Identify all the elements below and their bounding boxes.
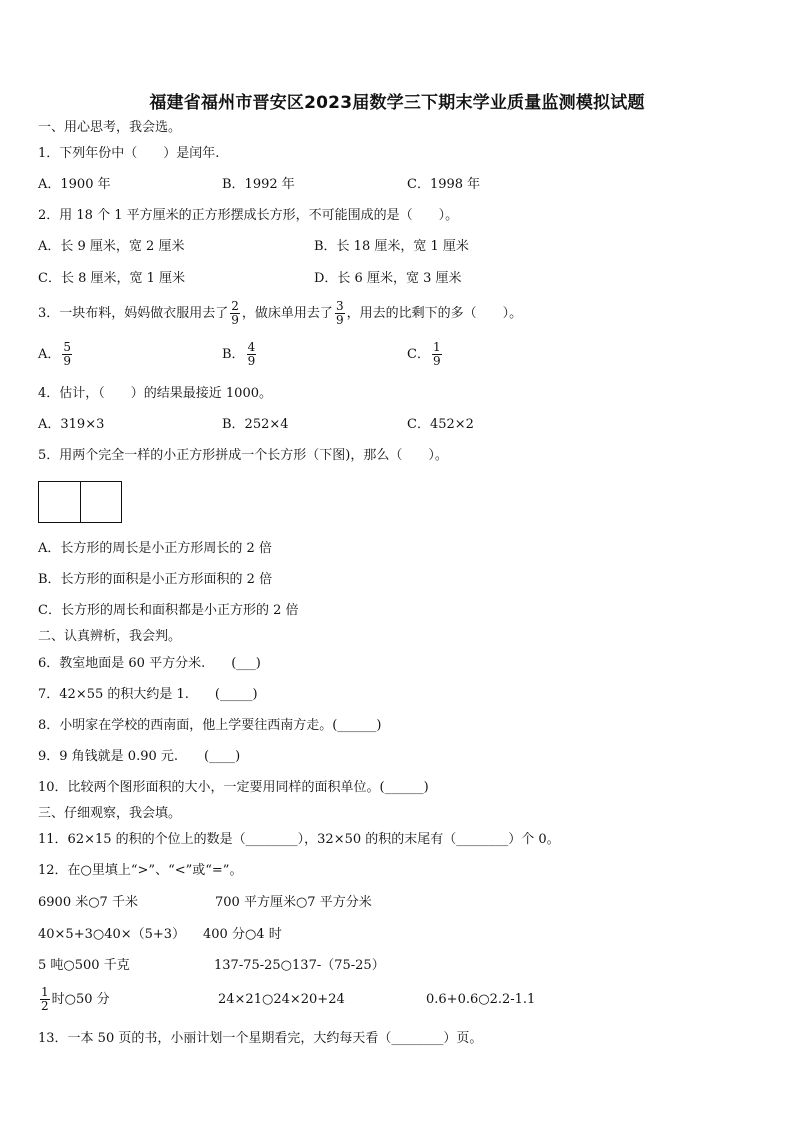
question-8: 8．小明家在学校的西南面，他上学要往西南方走。(______): [38, 718, 382, 733]
fraction-one-ninth: $\frac{1}{9}$: [432, 340, 441, 368]
question-3-option-a[interactable]: A． $\frac{5}{9}$: [38, 340, 72, 368]
question-4-option-b[interactable]: B．252×4: [222, 417, 289, 432]
question-5-option-b[interactable]: B．长方形的面积是小正方形面积的 2 倍: [38, 572, 273, 587]
question-1-option-b[interactable]: B．1992 年: [222, 177, 295, 192]
question-12-item-9: 0.6+0.6○2.2-1.1: [426, 992, 536, 1007]
fraction-five-ninths: $\frac{5}{9}$: [63, 340, 72, 368]
question-1-stem: 1．下列年份中（ ）是闰年.: [38, 146, 220, 161]
question-4-stem: 4．估计，（ ）的结果最接近 1000。: [38, 386, 272, 401]
question-1-option-c[interactable]: C．1998 年: [407, 177, 481, 192]
section-heading-2: 二、认真辨析，我会判。: [38, 629, 182, 644]
question-4-option-a[interactable]: A．319×3: [38, 417, 105, 432]
question-11: 11．62×15 的积的个位上的数是（________），32×50 的积的末尾有（________）个 0。: [38, 832, 560, 847]
question-12-item-5: 5 吨○500 千克: [38, 958, 130, 973]
question-7: 7．42×55 的积大约是 1. (_____): [38, 687, 258, 702]
question-2-stem: 2．用 18 个 1 平方厘米的正方形摆成长方形，不可能围成的是（ ）。: [38, 208, 459, 223]
question-6: 6．教室地面是 60 平方分米. (___): [38, 656, 261, 671]
page-title: 福建省福州市晋安区2023届数学三下期末学业质量监测模拟试题: [149, 93, 645, 113]
two-squares-rectangle-figure: [38, 481, 122, 523]
question-3-option-c[interactable]: C． $\frac{1}{9}$: [407, 340, 441, 368]
question-12-item-8: 24×21○24×20+24: [218, 992, 345, 1007]
question-3-text-2: ，做床单用去了: [241, 306, 333, 321]
question-3-stem: [38, 299, 522, 329]
question-4-option-c[interactable]: C．452×2: [407, 417, 474, 432]
question-3-text-3: ，用去的比剩下的多（ ）。: [346, 306, 523, 321]
question-12-item-1: 6900 米○7 千米: [38, 895, 138, 910]
question-12-item-2: 700 平方厘米○7 平方分米: [215, 895, 372, 910]
question-5-option-a[interactable]: A．长方形的周长是小正方形周长的 2 倍: [38, 541, 272, 556]
question-3-text-1: 3．一块布料，妈妈做衣服用去了: [38, 306, 229, 321]
section-heading-3: 三、仔细观察，我会填。: [38, 806, 182, 821]
question-12-item-4: 400 分○4 时: [203, 927, 282, 942]
question-13: 13．一本 50 页的书，小丽计划一个星期看完，大约每天看（________）页。: [38, 1031, 483, 1046]
fraction-two-ninths: $\frac{2}{9}$: [231, 299, 239, 327]
square-divider: [80, 482, 81, 522]
question-10: 10．比较两个图形面积的大小，一定要用同样的面积单位。(______): [38, 780, 429, 795]
question-5-stem: 5．用两个完全一样的小正方形拼成一个长方形（下图)，那么（ ）。: [38, 448, 448, 463]
question-12-item-3: 40×5+3○40×（5+3）: [38, 927, 186, 942]
question-9: 9．9 角钱就是 0.90 元. (____): [38, 749, 241, 764]
fraction-three-ninths: $\frac{3}{9}$: [335, 299, 344, 327]
question-2-option-b[interactable]: B．长 18 厘米，宽 1 厘米: [314, 239, 469, 254]
question-12-item-7: $\frac{1}{2}$ 时○50 分: [41, 985, 110, 1013]
section-heading-1: 一、用心思考，我会选。: [38, 120, 182, 135]
question-5-option-c[interactable]: C．长方形的周长和面积都是小正方形的 2 倍: [38, 603, 299, 618]
question-2-option-c[interactable]: C．长 8 厘米，宽 1 厘米: [38, 271, 186, 286]
fraction-one-half: $\frac{1}{2}$: [41, 985, 49, 1013]
question-2-option-a[interactable]: A．长 9 厘米，宽 2 厘米: [38, 239, 185, 254]
fraction-four-ninths: $\frac{4}{9}$: [247, 340, 256, 368]
question-12-item-6: 137-75-25○137-（75-25）: [214, 958, 385, 973]
question-3-option-b[interactable]: B． $\frac{4}{9}$: [222, 340, 256, 368]
question-1-option-a[interactable]: A．1900 年: [38, 177, 111, 192]
question-12-stem: 12．在○里填上“>”、“<”或“=”。: [38, 863, 243, 878]
question-2-option-d[interactable]: D．长 6 厘米，宽 3 厘米: [314, 271, 462, 286]
